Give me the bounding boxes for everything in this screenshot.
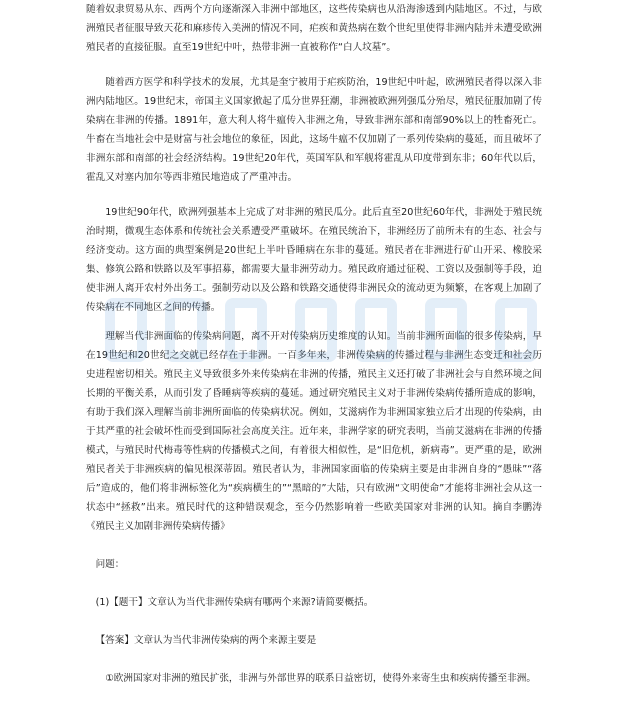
questions-label: 问题：	[95, 559, 125, 570]
paragraph-4: 理解当代非洲面临的传染病问题，离不开对传染病历史维度的认知。当前非洲所面临的很多传染病，早在19世纪和20世纪之交就已经存在于非洲。一百多年来，非洲传染病的传播过程与非洲生态变迁和社会历史进程密切相关。殖民主义导致很多外来传染病在非洲的传播，殖民主义还打破了非洲社会与自然环境之间长期的平衡关系，从而引发了昏睡病等疾病的蔓延。通过研究殖民主义对于非洲传染病传播所造成的影响，有助于我们深入理解当前非洲所面临的传染病状况。例如，艾滋病作为非洲国家独立后才出现的传染病，由于其严重的社会破坏性而受到国际社会高度关注。近年来，非洲学家的研究表明，当前艾滋病在非洲的传播模式，与殖民时代梅毒等性病的传播模式之间，有着很大相似性，是“旧危机，新病毒”。更严重的是，欧洲殖民者关于非洲疾病的偏见根深蒂固。殖民者认为，非洲国家面临的传染病主要是由非洲自身的“愚昧”“落后”造成的，他们将非洲标签化为“疾病横生的”“黑暗的”大陆，只有欧洲“文明使命”才能将非洲社会从这一状态中“拯救”出来。殖民时代的这种错误观念，至今仍然影响着一些欧美国家对非洲的认知。摘自李鹏涛《殖民主义加剧非洲传染病传播》	[86, 331, 542, 532]
question-stem: (1)【题干】文章认为当代非洲传染病有哪两个来源?请简要概括。	[95, 597, 374, 608]
answer-point-1: ①欧洲国家对非洲的殖民扩张，非洲与外部世界的联系日益密切，使得外来寄生虫和疾病传播至非洲。	[105, 673, 536, 684]
paragraph-gap	[86, 317, 542, 327]
section-gap	[86, 612, 542, 631]
paragraph-3: 19世纪90年代，欧洲列强基本上完成了对非洲的殖民瓜分。此后直至20世纪60年代，非洲处于殖民统治时期，微观生态体系和传统社会关系遭受严重破坏。在殖民统治下，非洲经历了前所未有的生态、社会与经济变动。这方面的典型案例是20世纪上半叶昏睡病在东非的蔓延。殖民者在非洲进行矿山开采、橡胶采集、修筑公路和铁路以及军事招募，都需要大量非洲劳动力。殖民政府通过征税、工资以及强制等手段，迫使非洲人离开农村外出务工。强制劳动以及公路和铁路交通使得非洲民众的流动更为频繁，在客观上加剧了传染病在不同地区之间的传播。	[86, 207, 542, 313]
section-gap	[86, 536, 542, 555]
paragraph-gap	[86, 187, 542, 203]
paragraph-2: 随着西方医学和科学技术的发展，尤其是奎宁被用于疟疾防治，19世纪中叶起，欧洲殖民者得以深入非洲内陆地区。19世纪末，帝国主义国家掀起了瓜分世界狂潮，非洲被欧洲列强瓜分殆尽，殖民征服加剧了传染病在非洲的传播。1891年，意大利人将牛瘟传入非洲之角，导致非洲东部和南部90%以上的牲畜死亡。牛畜在当地社会中是财富与社会地位的象征，因此，这场牛瘟不仅加剧了一系列传染病的蔓延，而且破坏了非洲东部和南部的社会经济结构。19世纪20年代，英国军队和军舰将霍乱从印度带到东非；60年代以后，霍乱又对塞内加尔等西非殖民地造成了严重冲击。	[86, 77, 542, 183]
section-gap	[86, 650, 542, 669]
section-gap	[86, 574, 542, 593]
paragraph-1: 随着奴隶贸易从东、西两个方向逐渐深入非洲中部地区，这些传染病也从沿海渗透到内陆地区。不过，与欧洲殖民者征服导致天花和麻疹传入美洲的情况不同，疟疾和黄热病在数个世纪里使得非洲内陆并未遭受欧洲殖民者的直接征服。直至19世纪中叶，热带非洲一直被称作“白人坟墓”。	[86, 4, 542, 53]
paragraph-gap	[86, 57, 542, 73]
answer-label: 【答案】文章认为当代非洲传染病的两个来源主要是	[95, 635, 317, 646]
